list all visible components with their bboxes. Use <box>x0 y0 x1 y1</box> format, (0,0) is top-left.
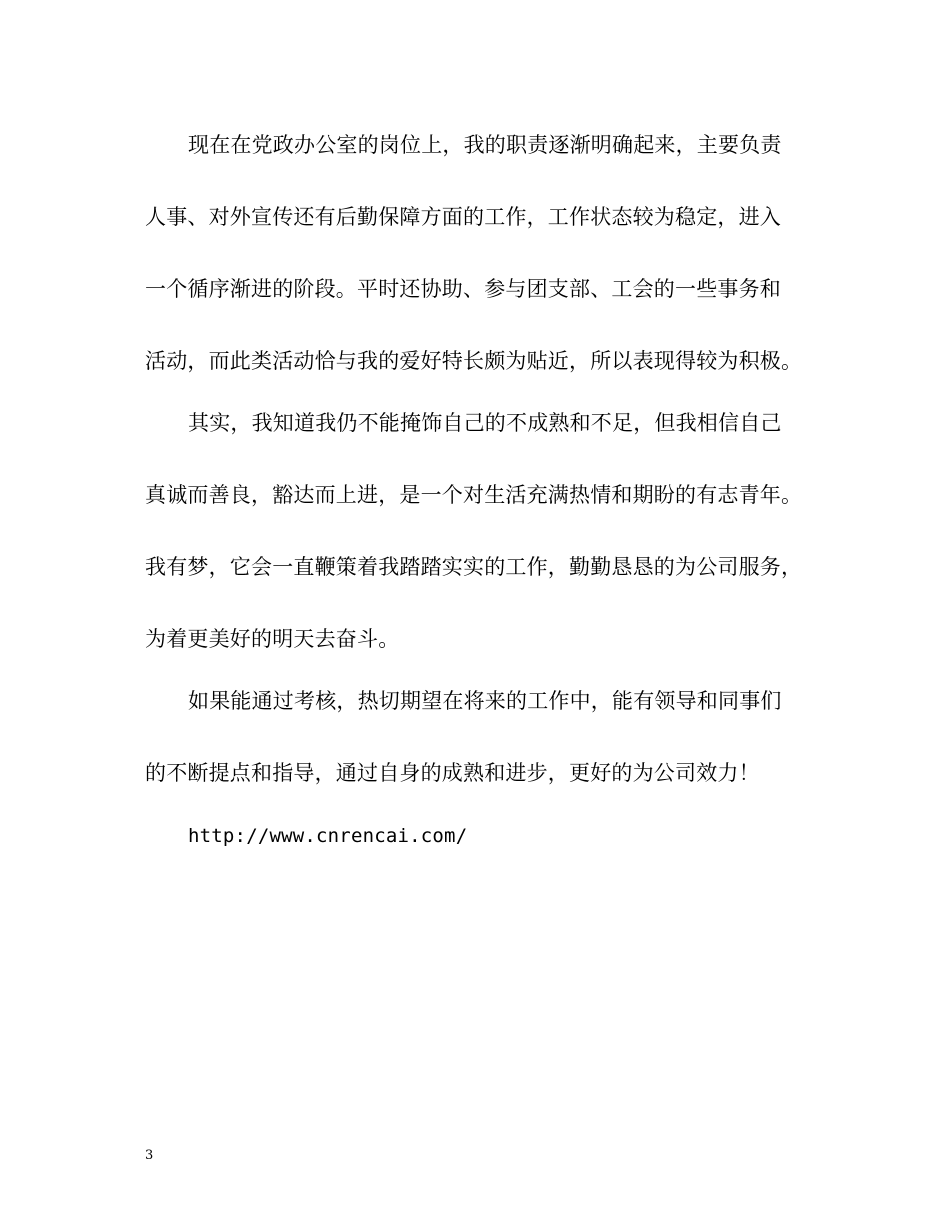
text-line: 现在在党政办公室的岗位上，我的职责逐渐明确起来，主要负责 <box>188 133 782 157</box>
text-line: 人事、对外宣传还有后勤保障方面的工作，工作状态较为稳定，进入 <box>145 205 781 229</box>
source-url: http://www.cnrencai.com/ <box>188 825 468 847</box>
text-line: 活动，而此类活动恰与我的爱好特长颇为贴近，所以表现得较为积极。 <box>145 349 803 373</box>
text-line: 如果能通过考核，热切期望在将来的工作中，能有领导和同事们 <box>188 689 782 713</box>
text-line: 一个循序渐进的阶段。平时还协助、参与团支部、工会的一些事务和 <box>145 277 781 301</box>
page-number: 3 <box>145 1148 154 1163</box>
text-line: 为着更美好的明天去奋斗。 <box>145 627 400 651</box>
text-line: 我有梦，它会一直鞭策着我踏踏实实的工作，勤勤恳恳的为公司服务， <box>145 555 803 579</box>
text-line: 真诚而善良，豁达而上进，是一个对生活充满热情和期盼的有志青年。 <box>145 483 803 507</box>
text-line: 其实，我知道我仍不能掩饰自己的不成熟和不足，但我相信自己 <box>188 411 782 435</box>
text-line: 的不断提点和指导，通过自身的成熟和进步，更好的为公司效力！ <box>145 761 760 785</box>
